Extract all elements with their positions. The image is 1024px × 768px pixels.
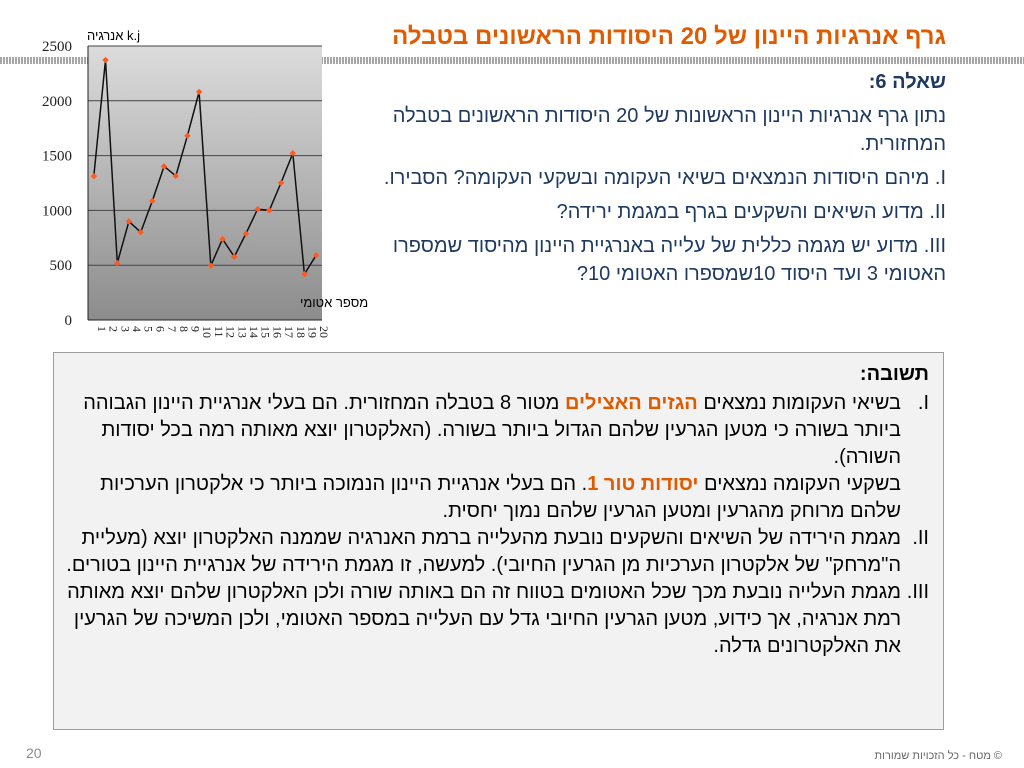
question-item-2: II. מדוע השיאים והשקעים בגרף במגמת ירידה? xyxy=(556,201,946,223)
x-tick-label-19: 19 xyxy=(305,326,320,338)
answer-title: תשובה: xyxy=(859,363,929,385)
y-axis-label: אנרגיה k.j xyxy=(87,28,140,43)
answer-item-1-p2-before: בשקעי העקומה נמצאים xyxy=(698,473,901,495)
x-tick-label-4: 4 xyxy=(129,326,144,332)
y-tick-label-2500: 2500 xyxy=(42,39,72,55)
answer-item-1 xyxy=(66,390,929,525)
answer-item-1-number: I. xyxy=(917,392,929,414)
copyright-notice: © מטח - כל הזכויות שמורות xyxy=(874,750,1002,762)
x-tick-label-1: 1 xyxy=(94,326,109,332)
x-tick-label-11: 11 xyxy=(211,326,226,338)
x-tick-label-5: 5 xyxy=(141,326,156,332)
question-block xyxy=(340,68,946,294)
x-tick-label-10: 10 xyxy=(200,326,215,338)
x-tick-label-7: 7 xyxy=(165,326,180,332)
chart-svg xyxy=(22,26,369,356)
answer-box xyxy=(53,352,944,730)
x-tick-label-6: 6 xyxy=(153,326,168,332)
answer-item-2-number: II. xyxy=(912,527,929,549)
x-tick-label-15: 15 xyxy=(258,326,273,338)
x-tick-label-13: 13 xyxy=(235,326,250,338)
x-axis-label: מספר אטומי xyxy=(300,295,369,310)
y-tick-label-1500: 1500 xyxy=(42,148,72,165)
answer-item-1-p1-before: בשיאי העקומות נמצאים xyxy=(697,392,901,414)
answer-item-1-paragraph-2 xyxy=(66,471,901,525)
slide-title: גרף אנרגיות היינון של 20 היסודות הראשונים בטבלה xyxy=(392,23,946,50)
x-tick-label-8: 8 xyxy=(176,326,191,332)
group-1-highlight: יסודות טור 1 xyxy=(587,473,699,495)
answer-item-1-text xyxy=(66,390,901,525)
page-number: 20 xyxy=(26,745,42,761)
x-tick-label-9: 9 xyxy=(188,326,203,332)
y-tick-labels xyxy=(42,39,72,329)
answer-item-2 xyxy=(66,525,929,579)
x-tick-label-2: 2 xyxy=(106,326,121,332)
y-tick-label-2000: 2000 xyxy=(42,93,72,110)
question-label: שאלה 6: xyxy=(868,71,946,93)
question-intro: נתון גרף אנרגיות היינון הראשונות של 20 היסודות הראשונים בטבלה המחזורית. xyxy=(392,105,946,155)
noble-gases-highlight: הגזים האצילים xyxy=(564,392,698,414)
answer-item-1-p1-after: מטור 8 בטבלה המחזורית. הם בעלי אנרגיית היינון הגבוהה ביותר בשורה כי מטען הגרעין שלהם הגדול ביותר בשורה. (האלקטרון יוצא מאותה רמה בכל יסודות השורה). xyxy=(83,392,901,468)
x-tick-labels xyxy=(95,326,331,338)
x-tick-label-17: 17 xyxy=(282,326,297,338)
x-tick-label-12: 12 xyxy=(223,326,238,338)
y-tick-label-1000: 1000 xyxy=(42,203,72,220)
answer-item-1-paragraph-1 xyxy=(66,390,901,471)
answer-item-3-text: מגמת העלייה נובעת מכך שכל האטומים בטווח זה הם באותה שורה ולכן האלקטרון שלהם יוצא מאותה רמת אנרגיה, אך כידוע, מטען הגרעין החיובי גדל עם העלייה במספר האטומי, ולכן המשיכה של הגרעין את האלקטרונים גדלה. xyxy=(67,581,901,657)
x-tick-label-16: 16 xyxy=(270,326,285,338)
x-tick-label-3: 3 xyxy=(118,326,133,332)
answer-item-3 xyxy=(66,579,929,660)
answer-item-3-number: III. xyxy=(906,581,929,603)
question-item-3: III. מדוע יש מגמה כללית של עלייה באנרגיית היינון מהיסוד שמספרו האטומי 3 ועד היסוד 10שמספרו האטומי 10? xyxy=(392,235,946,285)
x-tick-label-14: 14 xyxy=(246,326,261,338)
x-tick-label-18: 18 xyxy=(293,326,308,338)
y-tick-label-0: 0 xyxy=(64,313,72,329)
x-tick-label-20: 20 xyxy=(317,326,332,338)
answer-item-1-p2-after: . הם בעלי אנרגיית היינון הנמוכה ביותר כי אלקטרון הערכיות שלהם מרוחק מהגרעין ומטען הגרעין שלהם נמוך יחסית. xyxy=(100,473,901,522)
y-tick-label-500: 500 xyxy=(49,258,72,275)
question-item-1: I. מיהם היסודות הנמצאים בשיאי העקומה ובשקעי העקומה? הסבירו. xyxy=(383,167,946,189)
answer-item-2-text: מגמת הירידה של השיאים והשקעים נובעת מהעלייה ברמת האנרגיה שממנה האלקטרון יוצא (מעליית ה"מרחק" של אלקטרון הערכיות מן הגרעין החיובי). למעשה, זו מגמת הירידה של אנרגיית היינון בטורים. xyxy=(66,527,901,576)
ionization-energy-chart xyxy=(22,26,369,356)
